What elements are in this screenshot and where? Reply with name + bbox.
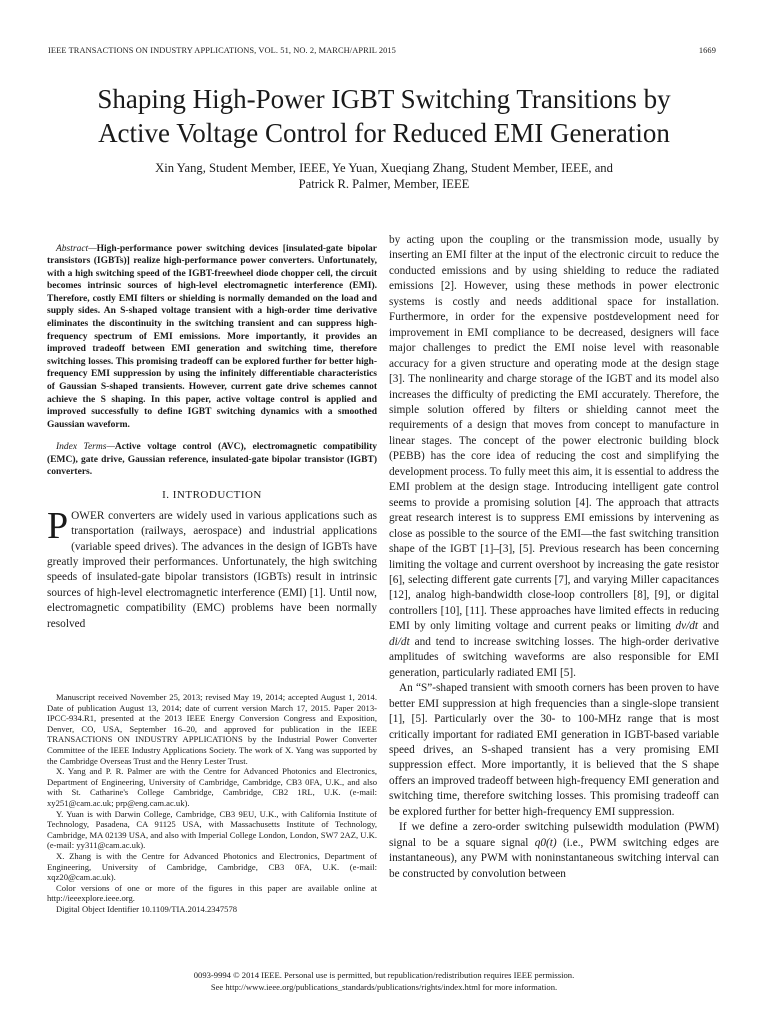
authors-line-1: Xin Yang, Student Member, IEEE, Ye Yuan, Xueqiang Zhang, Student Member, IEEE, and: [155, 161, 613, 175]
footnote-color: Color versions of one or more of the figures in this paper are available online at http://ieeexplore.ieee.org.: [47, 882, 377, 904]
index-terms-text: Active voltage control (AVC), electromagnetic compatibility (EMC), gate drive, Gaussian reference, insulated-gate bipolar transistor (IGBT) converters.: [47, 441, 377, 478]
index-terms-lead: Index Terms—: [56, 441, 115, 452]
dv-dt-math: dv/dt: [675, 620, 699, 633]
authors-line-2: Patrick R. Palmer, Member, IEEE: [298, 177, 470, 191]
paper-title: [40, 82, 728, 150]
drop-cap: P: [47, 504, 69, 547]
intro-paragraph-text: OWER converters are widely used in various applications such as transportation (railways, aerospace) and industrial applications (variable speed drives). The advances in the design of IGBTs have greatly improved their performances. Unfortunately, the high switching speeds of insulated-gate bipolar transistors (IGBTs) result in intrinsic sources of high-level electromagnetic interference (EMI) [1]. Until now, electromagnetic compatibility (EMC) problems have been normally resolved: [47, 509, 377, 630]
section-heading-introduction: I. INTRODUCTION: [162, 489, 262, 502]
right-paragraph-1: [389, 233, 719, 681]
footnote-yang-palmer: X. Yang and P. R. Palmer are with the Centre for Advanced Photonics and Electronics, Department of Engineering, University of Cambridge, Cambridge, CB3 0FA, U.K., and also with St. Catharine's College Cambridge, Cambridge, CB2 1RL, U.K. (e-mail: xy251@cam.ac.uk; prp@eng.cam.ac.uk).: [47, 766, 377, 808]
copyright-footer: [40, 970, 728, 993]
author-list: [40, 160, 728, 192]
right-paragraph-3: [389, 820, 719, 882]
right-paragraph-1-end: and tend to increase switching losses. The high-order derivative amplitudes of switching waveforms are also responsible for EMI generation, particularly radiated EMI [5].: [389, 635, 719, 679]
right-column: [389, 233, 719, 882]
footnotes: [47, 692, 377, 914]
left-column: [47, 233, 377, 632]
abstract: [47, 243, 377, 432]
footer-line-1: 0093-9994 © 2014 IEEE. Personal use is permitted, but republication/redistribution requires IEEE permission.: [193, 970, 575, 980]
q0t-math: q0(t): [534, 836, 557, 849]
index-terms: [47, 441, 377, 479]
footer-line-2: See http://www.ieee.org/publications_standards/publications/rights/index.html for more information.: [210, 981, 558, 992]
right-paragraph-1-text: by acting upon the coupling or the transmission mode, usually by inserting an EMI filter at the input of the electronic circuit to reduce the conducted emissions and by using shielding to reduce the radiated emissions [2]. However, using these methods in power electronic systems is costly and needs additional space for installation. Furthermore, in order for the expensive postdevelopment need for improvement in EMI compliance to be decreased, designers will face major challenges to predict the EMI noise level with reasonable accuracy for a given structure and operating mode at the design stage [3]. The nonlinearity and charge storage of the IGBT and its model also increases the difficulty of predicting the EMI accurately. Therefore, the simple solution offered by filters or shielding cannot meet the requirements of a design that moves from concept to manufacture in linear stages. The concept of the power electronic building block (PEBB) has the core idea of reducing the cost and simplifying the development process. To fully meet this aim, it is essential to address the EMI problem at the design stage. Introducing intelligent gate control seems to provide a promising solution [4]. The approach that attracts great research interest is to suppress EMI emissions by intervening as close as possible to the source of the EMI—the fast switching transition shape of the IGBT [1]–[3], [5]. Previous research has been concerning limiting the voltage and current overshoot by increasing the gate resistor [6], selecting different gate currents [7], and varying Miller capacitances [12], analog high-bandwidth close-loop controllers [8], [9], or digital controllers [10], [11]. These approaches have limited effects in reducing EMI by only limiting voltage and current peaks or limiting: [389, 234, 719, 633]
running-head: [48, 46, 716, 55]
footnote-doi: Digital Object Identifier 10.1109/TIA.2014.2347578: [56, 903, 238, 914]
right-paragraph-3-end: (i.e., PWM switching edges are instantaneous), any PWM with noninstantaneous switching interval can be constructed by convolution between: [389, 836, 719, 880]
right-paragraph-2: An “S”-shaped transient with smooth corners has been proven to have better EMI suppression at high frequencies than a single-slope transient [1], [5]. Particularly over the 30- to 100-MHz range that is most critically important for radiated EMI generation in IGBT-based variable speed drives, an S-shaped transient has a very promising EMI suppression effect. More importantly, it is believed that the S shape offers an improved tradeoff between high-frequency EMI generation and switching time, therefore switching losses. This promising tradeoff can be explored further for better high-frequency EMI suppression.: [389, 682, 719, 818]
page-number: 1669: [698, 46, 716, 55]
journal-name: IEEE TRANSACTIONS ON INDUSTRY APPLICATIONS, VOL. 51, NO. 2, MARCH/APRIL 2015: [48, 46, 396, 55]
title-line-2: Active Voltage Control for Reduced EMI Generation: [98, 118, 670, 148]
and-word: and: [698, 620, 720, 633]
abstract-text: High-performance power switching devices [insulated-gate bipolar transistors (IGBTs)] realize high-performance power converters. Unfortunately, with a high switching speed of the IGBT-freewheel diode chopper cell, the circuit becomes intrinsic sources of high-level electromagnetic interference (EMI). Therefore, costly EMI filters or shielding is normally demanded on the load and supply sides. An S-shaped voltage transient with a high-order time derivative eliminates the discontinuity in the switching transient and can suppress high-frequency spectrum of EMI emissions. More importantly, it provides an improved tradeoff between EMI generation and switching time, therefore switching losses. This promising tradeoff can be explored further for better high-frequency EMI suppression by using the infinitely differentiable characteristics of Gaussian S-shaped transients. However, current gate drive schemes cannot achieve the S shaping. In this paper, active voltage control is applied and improved successfully to define IGBT switching dynamics with a smoothed Gaussian waveform.: [47, 243, 377, 430]
intro-paragraph: [47, 504, 377, 633]
di-dt-math: di/dt: [389, 635, 410, 648]
footnote-yuan: Y. Yuan is with Darwin College, Cambridge, CB3 9EU, U.K., with California Institute of Technology, Pasadena, CA 91125 USA, with Massachusetts Institute of Technology, Cambridge, MA 02139 USA, and also with Imperial College London, London, SW7 2AZ, U.K. (e-mail: yy311@cam.ac.uk).: [47, 808, 377, 851]
abstract-lead: Abstract—: [56, 243, 97, 254]
footnote-zhang: X. Zhang is with the Centre for Advanced Photonics and Electronics, Department of Engineering, University of Cambridge, Cambridge, CB3 0FA, U.K. (e-mail: xqz20@cam.ac.uk).: [47, 850, 377, 883]
title-line-1: Shaping High-Power IGBT Switching Transitions by: [97, 84, 671, 114]
footnote-manuscript: Manuscript received November 25, 2013; revised May 19, 2014; accepted August 1, 2014. Date of publication August 13, 2014; date of current version March 17, 2015. Paper 2013-IPCC-934.R1, presented at the 2013 IEEE Energy Conversion Congress and Exposition, Denver, CO, USA, September 16–20, and approved for publication in the IEEE TRANSACTIONS ON INDUSTRY APPLICATIONS by the Industrial Power Converter Committee of the IEEE Industry Applications Society. The work of X. Yang was supported by the Cambridge Overseas Trust and the Henry Lester Trust.: [47, 692, 377, 766]
right-paragraph-3-start: If we define a zero-order switching pulsewidth modulation (PWM) signal to be a square signal: [389, 821, 719, 849]
